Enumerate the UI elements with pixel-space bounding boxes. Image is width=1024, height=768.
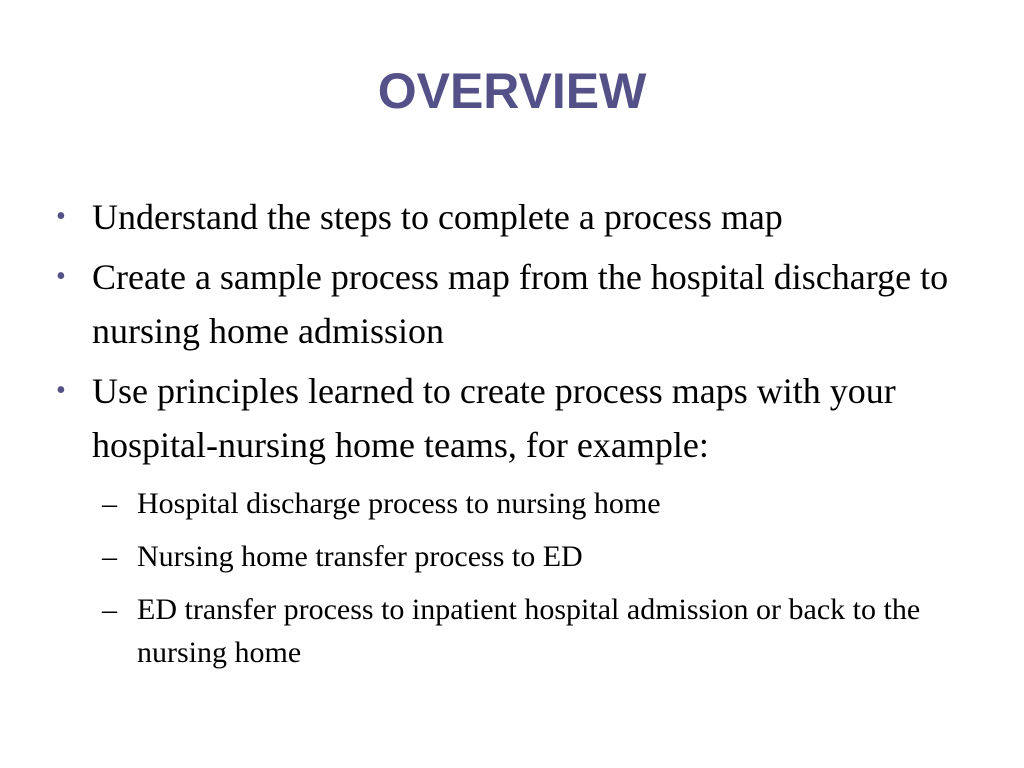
bullet-item xyxy=(50,250,980,358)
sub-bullet-item xyxy=(92,588,980,674)
sub-bullet-marker: – xyxy=(102,487,117,520)
sub-bullet-item xyxy=(92,535,980,578)
bullet-item xyxy=(50,364,980,674)
slide-title: OVERVIEW xyxy=(377,63,647,119)
sub-bullet-text: Nursing home transfer process to ED xyxy=(137,540,583,573)
sub-bullet-text: ED transfer process to inpatient hospital admission or back to the nursing home xyxy=(137,593,921,669)
bullet-text: Create a sample process map from the hospital discharge to nursing home admission xyxy=(92,257,949,351)
sub-bullet-item xyxy=(92,482,980,525)
bullet-item xyxy=(50,190,980,244)
bullet-marker: • xyxy=(56,261,66,292)
sub-bullet-marker: – xyxy=(102,540,117,573)
sub-bullet-text: Hospital discharge process to nursing home xyxy=(137,487,661,520)
bullet-text: Understand the steps to complete a process map xyxy=(92,197,783,237)
bullet-list xyxy=(50,190,980,680)
bullet-text: Use principles learned to create process maps with your hospital-nursing home teams, for example: xyxy=(92,371,896,465)
bullet-marker: • xyxy=(56,201,66,232)
sub-bullet-list xyxy=(92,482,980,674)
bullet-marker: • xyxy=(56,375,66,406)
sub-bullet-marker: – xyxy=(102,593,117,626)
